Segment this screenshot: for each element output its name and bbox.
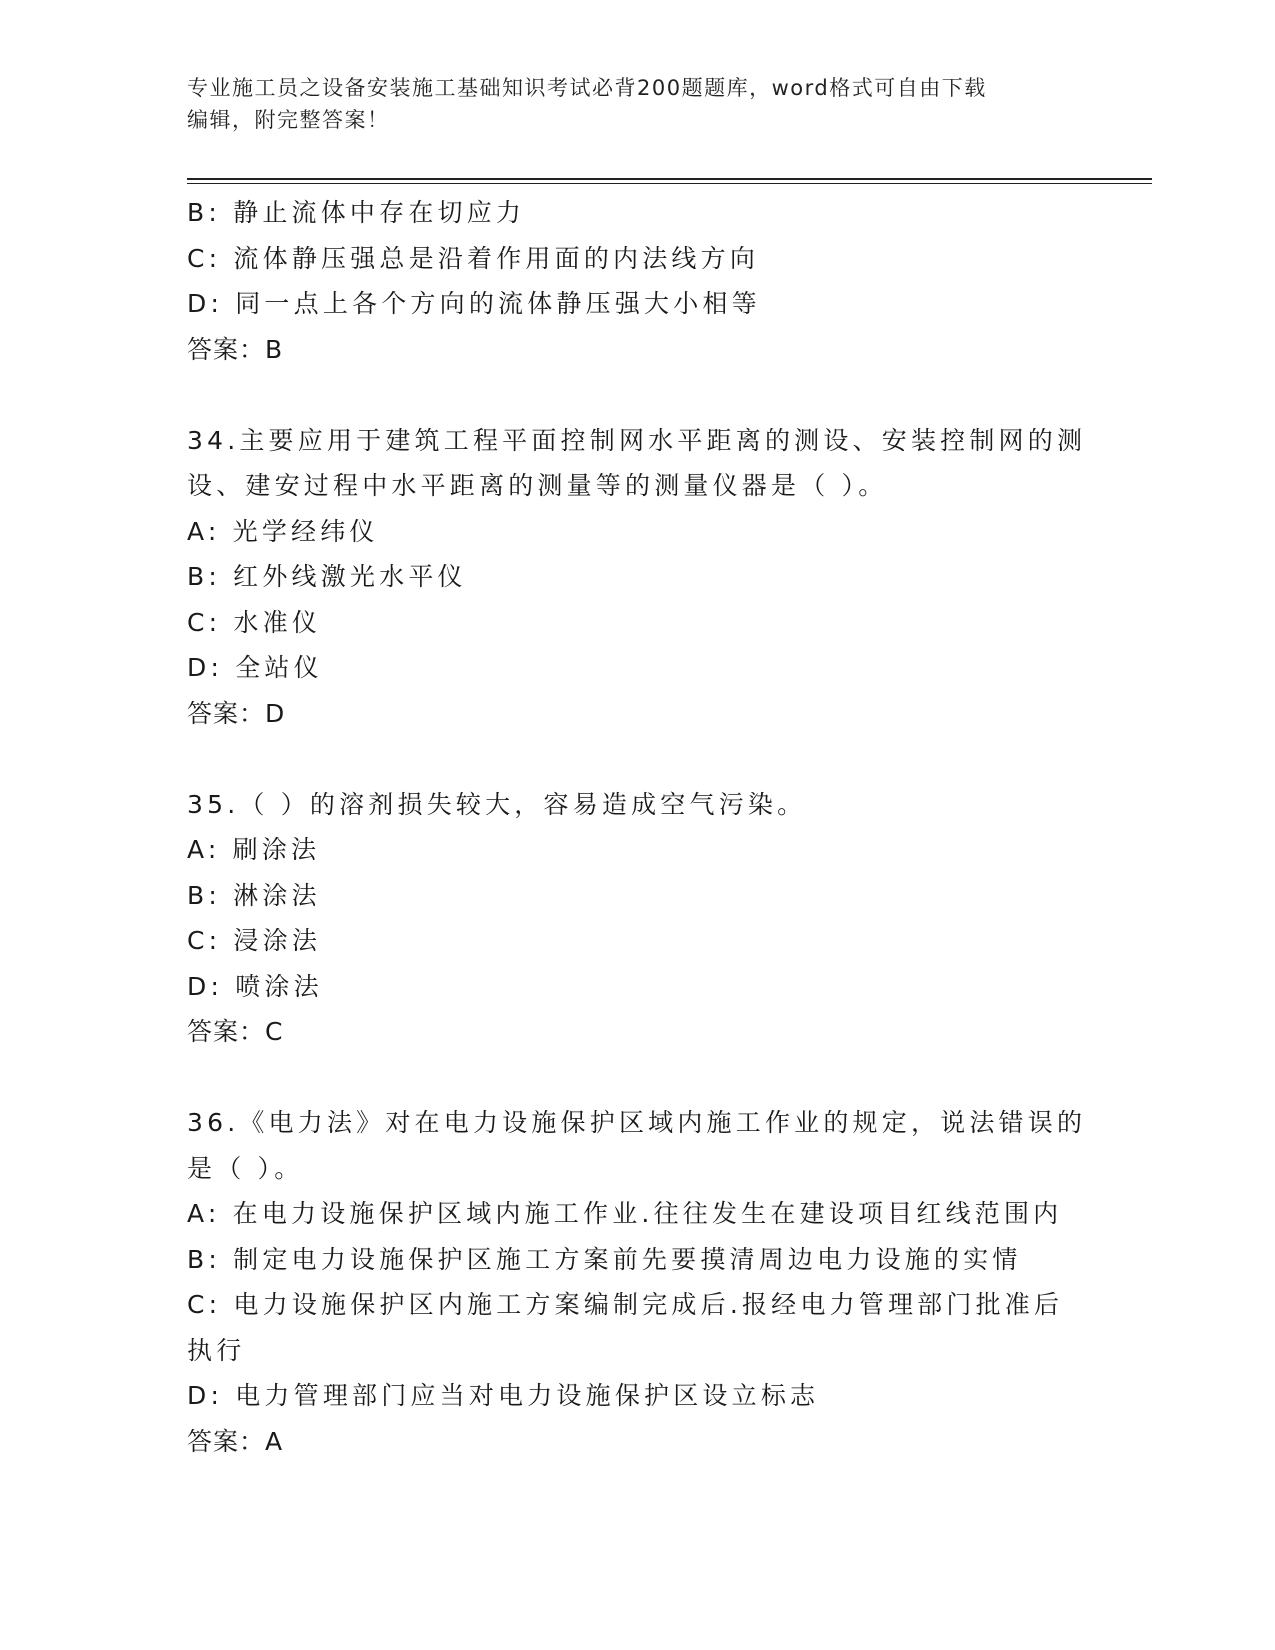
option-line: C: 流体静压强总是沿着作用面的内法线方向	[187, 243, 760, 273]
option-line: A: 在电力设施保护区域内施工作业.往往发生在建设项目红线范围内	[187, 1199, 1063, 1228]
header-divider	[187, 178, 1152, 180]
question-stem: 是（ ）。	[187, 1153, 304, 1183]
option-line: C: 电力设施保护区内施工方案编制完成后.报经电力管理部门批准后	[187, 1290, 1064, 1319]
question-list	[187, 190, 1087, 1464]
option-line: B: 淋涂法	[187, 880, 321, 910]
answer-line: 答案：C	[187, 1017, 284, 1046]
header-divider	[187, 183, 1152, 184]
option-line: D: 同一点上各个方向的流体静压强大小相等	[187, 289, 761, 318]
question-stem: 35.（ ）的溶剂损失较大，容易造成空气污染。	[187, 789, 807, 819]
answer-line: 答案：A	[187, 1426, 284, 1456]
question-35	[187, 782, 1087, 1055]
answer-line: 答案：B	[187, 334, 284, 364]
option-line: B: 静止流体中存在切应力	[187, 198, 526, 227]
document-header	[187, 72, 1067, 136]
option-line: C: 水准仪	[187, 607, 322, 637]
question-33-partial	[187, 190, 1087, 372]
option-line: D: 全站仪	[187, 653, 323, 682]
question-34	[187, 418, 1087, 737]
option-line: B: 红外线激光水平仪	[187, 562, 467, 591]
header-line: 编辑，附完整答案！	[187, 108, 390, 132]
option-line: A: 光学经纬仪	[187, 516, 379, 546]
question-stem: 设、建安过程中水平距离的测量等的测量仪器是（ ）。	[187, 471, 888, 500]
option-line: A: 刷涂法	[187, 835, 321, 864]
option-line: 执行	[187, 1335, 246, 1365]
option-line: C: 浸涂法	[187, 926, 322, 955]
question-36	[187, 1100, 1087, 1464]
option-line: D: 电力管理部门应当对电力设施保护区设立标志	[187, 1381, 820, 1410]
question-stem: 36.《电力法》对在电力设施保护区域内施工作业的规定，说法错误的	[187, 1108, 1087, 1137]
answer-line: 答案：D	[187, 698, 286, 728]
option-line: D: 喷涂法	[187, 971, 323, 1001]
question-stem: 34.主要应用于建筑工程平面控制网水平距离的测设、安装控制网的测	[187, 425, 1087, 455]
option-line: B: 制定电力设施保护区施工方案前先要摸清周边电力设施的实情	[187, 1244, 1022, 1274]
header-line: 专业施工员之设备安装施工基础知识考试必背200题题库，word格式可自由下载	[187, 76, 987, 100]
